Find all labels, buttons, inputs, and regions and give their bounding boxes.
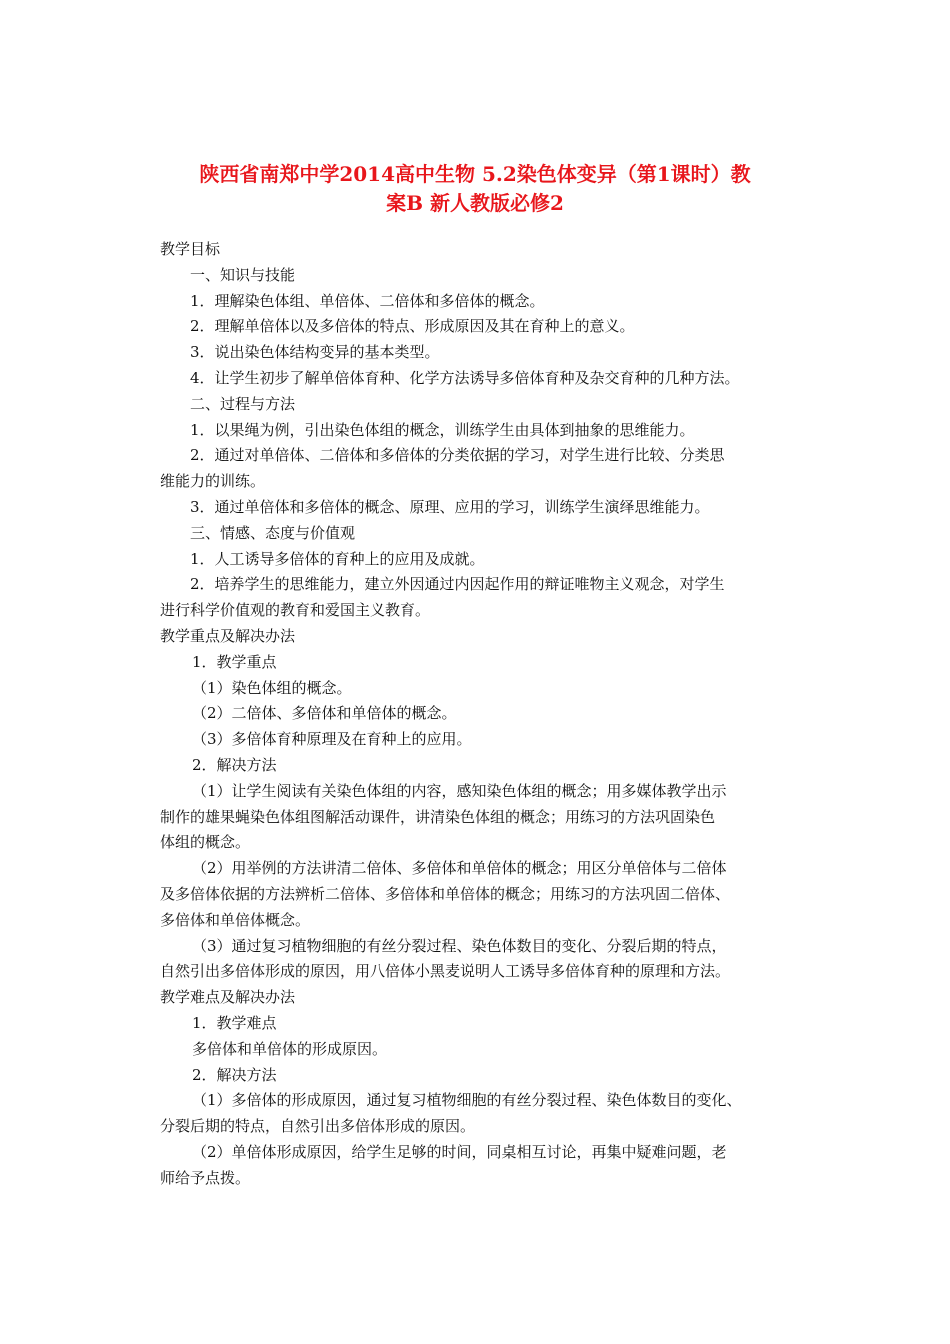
list-item: 2．培养学生的思维能力，建立外因通过内因起作用的辩证唯物主义观念，对学生 — [190, 575, 725, 594]
section-heading-objectives: 教学目标 — [160, 240, 221, 258]
subheading-solutions: 2．解决方法 — [192, 755, 277, 774]
subheading-emotion-values: 三、情感、态度与价值观 — [190, 523, 356, 542]
list-item: 4．让学生初步了解单倍体育种、化学方法诱导多倍体育种及杂交育种的几种方法。 — [190, 368, 740, 387]
list-item: 3．说出染色体结构变异的基本类型。 — [190, 343, 440, 362]
subheading-solutions: 2．解决方法 — [192, 1065, 277, 1084]
list-item-continuation: 体组的概念。 — [160, 833, 251, 852]
title-line-2: 案B 新人教版必修2 — [386, 191, 564, 215]
list-item-continuation: 及多倍体依据的方法辨析二倍体、多倍体和单倍体的概念；用练习的方法巩固二倍体、 — [160, 884, 731, 903]
list-item: 3．通过单倍体和多倍体的概念、原理、应用的学习，训练学生演绎思维能力。 — [190, 497, 710, 516]
list-item: （1）多倍体的形成原因，通过复习植物细胞的有丝分裂过程、染色体数目的变化、 — [192, 1091, 742, 1110]
list-item-continuation: 制作的雄果蝇染色体组图解活动课件，讲清染色体组的概念；用练习的方法巩固染色 — [160, 807, 716, 826]
list-item: （3）通过复习植物细胞的有丝分裂过程、染色体数目的变化、分裂后期的特点， — [192, 936, 727, 955]
list-item-continuation: 多倍体和单倍体概念。 — [160, 910, 311, 929]
section-heading-key-points: 教学重点及解决办法 — [160, 626, 296, 645]
list-item: 1．以果绳为例，引出染色体组的概念，训练学生由具体到抽象的思维能力。 — [190, 420, 695, 439]
subheading-teaching-focus: 1．教学重点 — [192, 652, 277, 671]
title-line-1: 陕西省南郑中学2014高中生物 5.2染色体变异（第1课时）教 — [199, 162, 751, 186]
list-item: 多倍体和单倍体的形成原因。 — [192, 1039, 388, 1058]
list-item-continuation: 进行科学价值观的教育和爱国主义教育。 — [160, 601, 431, 620]
list-item: （3）多倍体育种原理及在育种上的应用。 — [192, 730, 472, 749]
document-title — [160, 160, 790, 218]
list-item-continuation: 师给予点拨。 — [160, 1168, 251, 1187]
list-item: （2）单倍体形成原因，给学生足够的时间，同桌相互讨论，再集中疑难问题，老 — [192, 1142, 727, 1161]
list-item: （2）用举例的方法讲清二倍体、多倍体和单倍体的概念；用区分单倍体与二倍体 — [192, 859, 727, 878]
list-item-continuation: 分裂后期的特点，自然引出多倍体形成的原因。 — [160, 1117, 476, 1136]
document-body — [160, 237, 796, 1191]
subheading-knowledge-skills: 一、知识与技能 — [190, 265, 296, 284]
list-item: 1．理解染色体组、单倍体、二倍体和多倍体的概念。 — [190, 291, 545, 310]
list-item: 1．人工诱导多倍体的育种上的应用及成就。 — [190, 549, 485, 568]
list-item: 2．理解单倍体以及多倍体的特点、形成原因及其在育种上的意义。 — [190, 317, 635, 336]
list-item: 2．通过对单倍体、二倍体和多倍体的分类依据的学习，对学生进行比较、分类思 — [190, 446, 725, 465]
list-item: （1）染色体组的概念。 — [192, 678, 352, 697]
subheading-process-methods: 二、过程与方法 — [190, 394, 296, 413]
subheading-teaching-difficulty: 1．教学难点 — [192, 1013, 277, 1032]
list-item-continuation: 自然引出多倍体形成的原因，用八倍体小黑麦说明人工诱导多倍体育种的原理和方法。 — [160, 962, 731, 981]
list-item: （2）二倍体、多倍体和单倍体的概念。 — [192, 704, 457, 723]
list-item: （1）让学生阅读有关染色体组的内容，感知染色体组的概念；用多媒体教学出示 — [192, 781, 727, 800]
section-heading-difficulties: 教学难点及解决办法 — [160, 988, 296, 1007]
list-item-continuation: 维能力的训练。 — [160, 472, 266, 491]
